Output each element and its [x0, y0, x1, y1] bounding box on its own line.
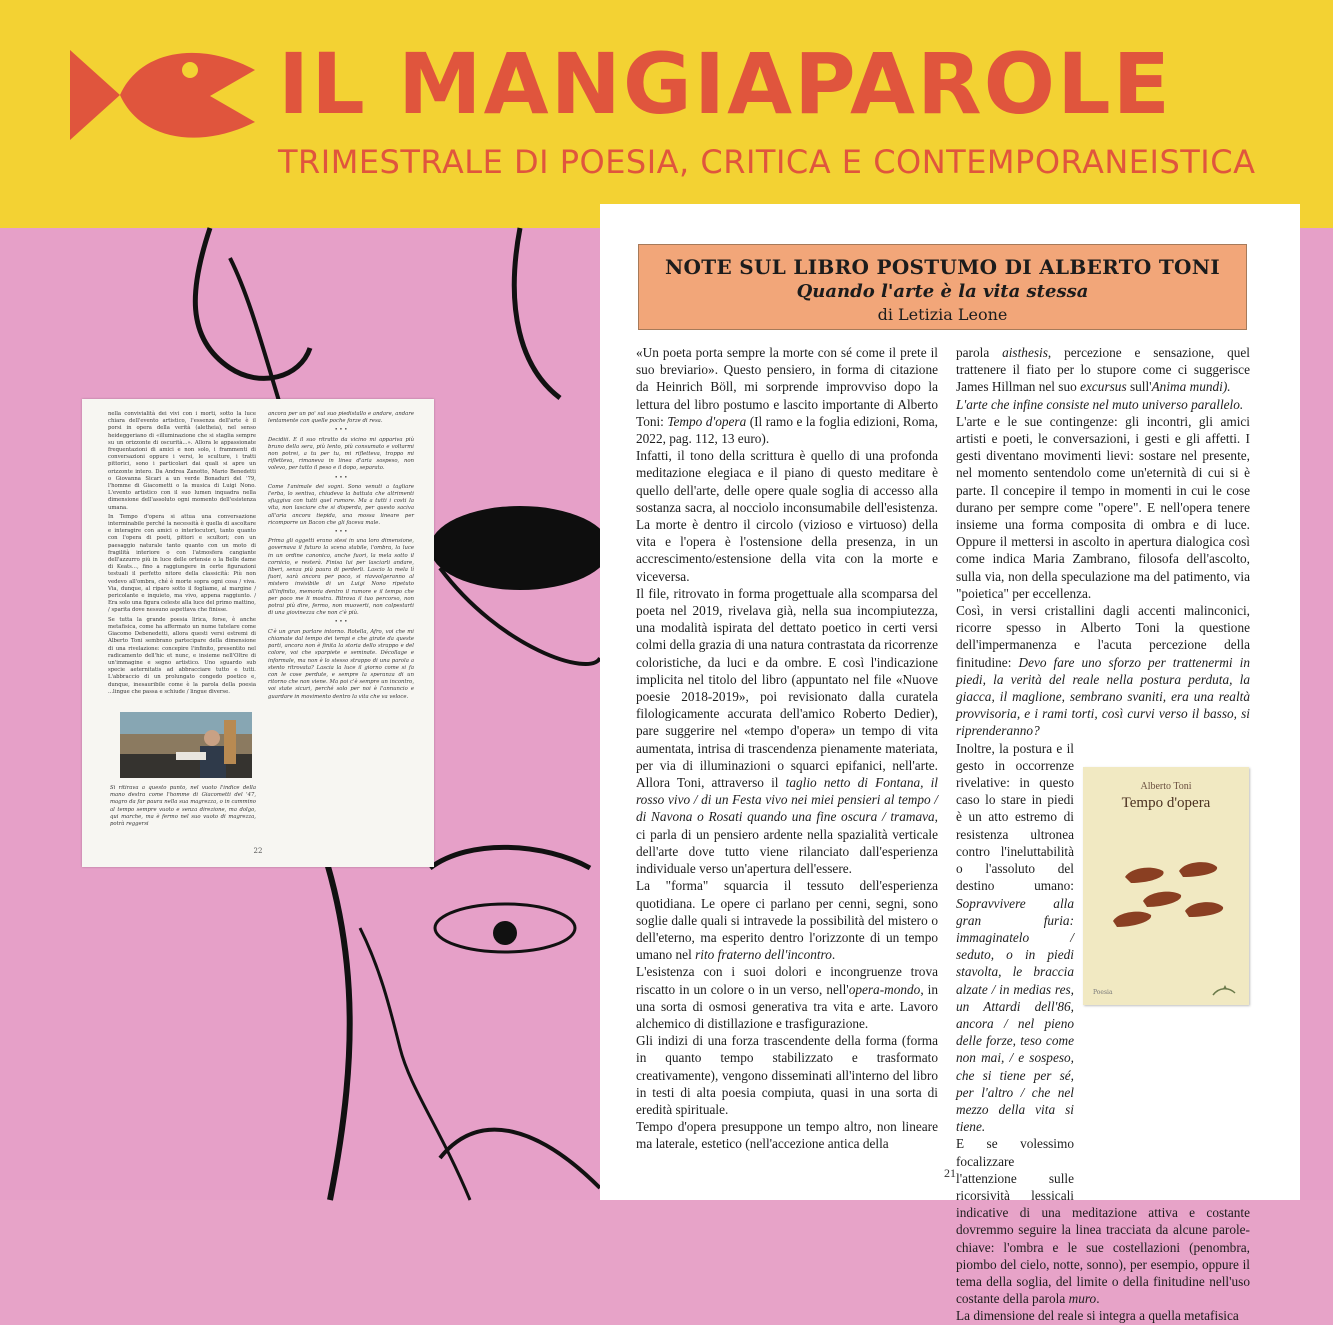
- page-22-paragraph: In Tempo d'opera si attua una conversazione interminabile perché la necessità è quella di ascoltare e interagire con amici o interlocutori, tanto quanto con l'opera di poeti, pittori e scultori; con un paesaggio naturale tanto quanto con un moto di fragilità interiore o con l'atmosfera cangiante dell'azzurro più in luce delle ortensie o la Belle dame di Keats..., fino a raggiungere in certe figurazioni testuali il perfetto nitore della classicità: Più non vedevo all'ombra, ché è morte sopra ogni cosa / viva. Via, dunque, al riparo sotto il fogliame, al margine / pericolante e inquieto, ma vivo, appena raggiunto. / Era solo una figura celeste alla luce del primo mattino, / sparita dove nessuno aspettava che finisse.: [108, 513, 256, 614]
- article-paragraph: «Un poeta porta sempre la morte con sé come il prete il suo breviario». Questo pensiero, in forma di citazione da Heinrich Böll, mi sorprende improvviso dopo la lettura del libro postumo e lascito importante di Alberto Toni: Tempo d'opera (Il ramo e la foglia edizioni, Roma, 2022, pag. 112, 13 euro).: [636, 345, 938, 447]
- book-cover-title: Tempo d'opera: [1121, 795, 1211, 811]
- article-paragraph: Il file, ritrovato in forma progettuale alla scomparsa del poeta nel 2019, rivelava già, nella sua incompiutezza, una modalità ispirata del dettato poetico in certi versi colmi della grazia di una natura contrastata da ricorrenze coloristiche, da luci e da ombre. E così l'indicazione implicita nel titolo del libro (appuntato nel file «Nuove poesie 2018-2019», poi revisionato dalla curatela filologicamente accurata dell'amico Roberto Dedier), pare suggerire nel «tempo d'opera» un tempo di vita aumentata, intrisa di trascendenza pienamente materiata, per via di illuminazioni o squarci epifanici, nell'arte. Allora Toni, attraverso il taglio netto di Fontana, il rosso vivo / di un Festa vivo nei miei pensieri al tempo / di Navona o Rosati quando una fine oscura / tramava, ci parla di un pensiero ardente nella spazialità verticale dell'arte dove tutto viene rilanciato dall'esperienza individuale verso un'apertura dell'essere.: [636, 585, 938, 877]
- page-22-paragraph: Se tutta la grande poesia lirica, forse, è anche metafisica, come ha affermato un nume tutelare come Giacomo Debenedetti, allora questi versi estremi di Alberto Toni sembrano partecipare della dimensione di una rivelazione: concepire l'infinito, presentito nel radicamento dell'hic et nunc, e insieme nell'Oltre di un'immagine e segno artistico. Uno sguardo sub specie aeternitatis ad abbracciare tutto e tutti. L'abbraccio di un prolungato congedo poetico e, dunque, inesauribile come è la parola della poesia ...lingue che passa e schiude / lingue diverse.: [108, 616, 256, 695]
- article-paragraph: Così, in versi cristallini dagli accenti malinconici, ricorre spesso in Alberto Toni la questione dell'impermanenza e l'acuta percezione della finitudine: Devo fare uno sforzo per trattenermi in piedi, la verità del reale nella postura perduta, la giacca, il maglione, sembrano svaniti, era una realtà provvisoria, e i rami torti, così curvi verso il basso, si riprenderanno?: [956, 603, 1250, 739]
- poem-stanza: Come l'animale dei sogni. Sono venuti a tagliare l'erba, lo sentiva, chiudeva la battuta che altrimenti sfuggiva con tutti quel rumore. Ma a tutti i costi la vita, non lasciare che si disperda, per questo saciva all'aria ancora tiepida, una mossa lineare per ricomporre un Bacon che gli faceva male.: [268, 483, 414, 526]
- page-22-paragraph: nella convivialità dei vivi con i morti, sotto la luce chiara dell'evento artistico, l'essenza dell'arte è il porsi in opera della verità (aletheia), nel senso heideggeriano di «illuminazione che si staglia sempre su un orizzonte di oscurità...». Allora le appassionate frequentazioni di amici e non solo, i frammenti di conversazioni oppure i versi, le sculture, i tratti pittorici, sono i particolari dai quali si apre un orizzonte intero. Da Andrea Zanotto, Mario Benedetti o Giovanna Sicari a un verde Bonaduri del '79, l'homme di Giacometti o la musica di Luigi Nono. L'evento artistico con il suo lumen inquadra nella dimensione dell'assoluto ogni momento dell'esistenza umana.: [108, 411, 256, 511]
- masthead-subtitle: TRIMESTRALE DI POESIA, CRITICA E CONTEMPORANEISTICA: [278, 143, 1256, 181]
- publisher-logo-icon: [1209, 985, 1239, 997]
- article-paragraph: Inoltre, la postura e il gesto in occorrenze rivelative: in questo caso lo stare in piedi è un atto estremo di resistenza ultronea contro l'ineluttabilità o l'assoluto del destino umano: Sopravvivere alla gran furia: immaginatelo / seduto, o in piedi stavolta, le braccia alzate / in medias res, un Attardi dell'86, ancora / nel pieno delle forze, teso come non mai, / e sospeso, che si tiene per sé, per l'altro / che nel mezzo della vita si tiene.: [956, 740, 1074, 1135]
- stanza-separator: • • •: [334, 529, 348, 536]
- poem-stanza: Prima gli oggetti erano stesi in una loro dimensione, governava il futuro la scena stabile, l'ombra, la luce in un ordine canonico, anche fuori, la mela sotto il cornicio, e resterà. Finisa lui per lasciarli andare, liberi, senza più paura di perderli. Lascio la mela lì fuori, sarà ancora per poco, si riavvolgeranno al mistero invisibile di un Luigi Nono ripetuto all'infinito, memoria dentro il rumore e il tempo che per poco me li mostra. Ritrova il tuo percorso, non potrai più dire, fermo, non muoverti, non colpestarti di una giovinezza che non c'è più.: [268, 538, 414, 617]
- article-paragraph: L'arte che infine consiste nel muto universo parallelo.: [956, 396, 1244, 412]
- page-22-left-column: [108, 411, 256, 698]
- article-paragraph: La dimensione del reale si integra a quella metafisica: [956, 1308, 1239, 1324]
- masthead-title: IL MANGIAPAROLE: [278, 35, 1172, 133]
- fish-logo-icon: [60, 30, 260, 160]
- book-series-label: Poesia: [1093, 989, 1113, 996]
- poem-stanza: C'è un gran parlare intorno. Rotella, Afro, voi che mi chiamate dal tempo dei tempi e che girate da queste parti, ancora non è finita la storia dello strappo e del colore, voi che sparpiete e seminate. Décollage e informale, ma non è lo stesso strappo di una parola a stento ritrovata? Lascia la luce il giorno come si fa con le cose perdute, e sempre la speranza di un ritorno che non viene. Ma poi c'è sempre un incontro, voi state sicuri, perché solo per noi è l'annuncio e guardare in movimento dentro la vita che va veloce.: [268, 628, 414, 700]
- stanza-separator: • • •: [334, 619, 348, 626]
- book-cover-author: Alberto Toni: [1140, 781, 1192, 792]
- article-paragraph: E se volessimo focalizzare l'attenzione sulle ricorsività lessicali indicative di una meditazione attiva e costante dovremmo seguire la linea tracciata da alcune parole-chiave: l'ombra e le sue costellazioni (penombra, piombo del cielo, notte, sonno), per esempio, oppure il tema della soglia, del limite o della finitudine nell'uso costante della parola muro.: [956, 1136, 1250, 1307]
- photo-caption: Si ritirava a questo punto, nel vuoto l'indice della mano destra come l'homme di Giacometti del '47, magro da far paura nella sua magrezza, o in cammino al tempo sempre vuoto e senza direzione, ma dolgo, qui marche, ma è fermo nel suo vuoto di magrezza, potrà reggersi: [110, 785, 256, 828]
- page-number: 22: [253, 847, 263, 855]
- shoes-illustration-icon: [1083, 767, 1249, 1005]
- page-22-inset: [82, 399, 434, 867]
- reading-poet-photo: [120, 712, 252, 778]
- article-subtitle: Quando l'arte è la vita stessa: [796, 281, 1089, 302]
- page-22-right-column: [268, 411, 414, 703]
- article-paragraph: L'arte e le sue contingenze: gli incontri, gli amici artisti e poeti, le conversazioni, i gesti e gli affetti. I gesti diventano movimenti lievi: sostare nel presente, nel momento sentendolo come un'eternità di cui si è parte. Il concepire il tempo in momenti in cui le cose durano per sempre come "opere". E nell'opera tenere insieme una forma composita di ombra e di luce. Oppure il mettersi in ascolto in apertura dialogica così come indica Maria Zambrano, filosofa dell'ascolto, sulla via, non della speculazione ma del patimento, via "poietica" per eccellenza.: [956, 413, 1250, 601]
- stanza-separator: • • •: [334, 474, 348, 481]
- page-21: [600, 204, 1300, 1324]
- article-paragraph: L'esistenza con i suoi dolori e incongruenze trova riscatto in un colore o in un verso, nell'opera-mondo, in una sorta di osmosi generativa tra vita e arte. Lavoro alchemico di distillazione e trasfigurazione.: [636, 964, 939, 1031]
- article-author: di Letizia Leone: [877, 305, 1008, 324]
- article-paragraph: Infatti, il tono della scrittura è quello di una profonda meditazione elegiaca e il piano di questo meditare è quello dell'arte, delle opere quale soglia di accesso alla sostanza sacra, al nocciolo inconsumabile dell'esistenza. La morte è dentro il circolo (vizioso e virtuoso) della vita e l'opera è l'ostensione della presenza, in un accrescimento/estensione della vita con la morte e viceversa.: [636, 448, 938, 584]
- article-paragraph: parola aisthesis, percezione e sensazione, quel trattenere il fiato per lo stupore come ci suggerisce James Hillman nel suo excursus sull'Anima mundi).: [956, 345, 1250, 395]
- poem-stanza: Decidiii. E il suo ritratto da vicino mi appariva più bruno della sera, più lento, più consumato e voltarmi non potrei, a tu per tu, mi rifletteva, troppo mi rifletteva, rimaneva in linea d'aria sospeso, non volevo, per tutto il peso e il dopo, separato.: [268, 436, 414, 472]
- book-cover-image: [1083, 767, 1249, 1005]
- page-number: 21: [944, 1166, 956, 1180]
- article-paragraph: La "forma" squarcia il tessuto dell'esperienza quotidiana. Le opere ci parlano per cenni, segni, sono soglie dalle quali si intravede la possibilità del mistero o dell'eterno, ma esperito dentro l'orizzonte di un tempo umano nel rito fraterno dell'incontro.: [636, 878, 938, 963]
- article-paragraph: Tempo d'opera presuppone un tempo altro, non lineare ma laterale, estetico (nell'accezione antica della: [636, 1119, 938, 1152]
- article-title: NOTE SUL LIBRO POSTUMO DI ALBERTO TONI: [664, 255, 1221, 279]
- article-header: [638, 244, 1247, 330]
- poem-stanza: ancora per un po' sul suo piedistallo e andare, andare lentamente con quelle poche forze di resa.: [268, 411, 414, 425]
- stanza-separator: • • •: [334, 427, 348, 434]
- article-paragraph: Gli indizi di una forza trascendente della forma (forma in quanto tempo stabilizzato e trasformato creativamente), vengono disseminati all'interno del libro in testi di alta poesia compiuta, quasi in una sorta di eredità spirituale.: [636, 1033, 938, 1117]
- article-left-column: [636, 344, 938, 1153]
